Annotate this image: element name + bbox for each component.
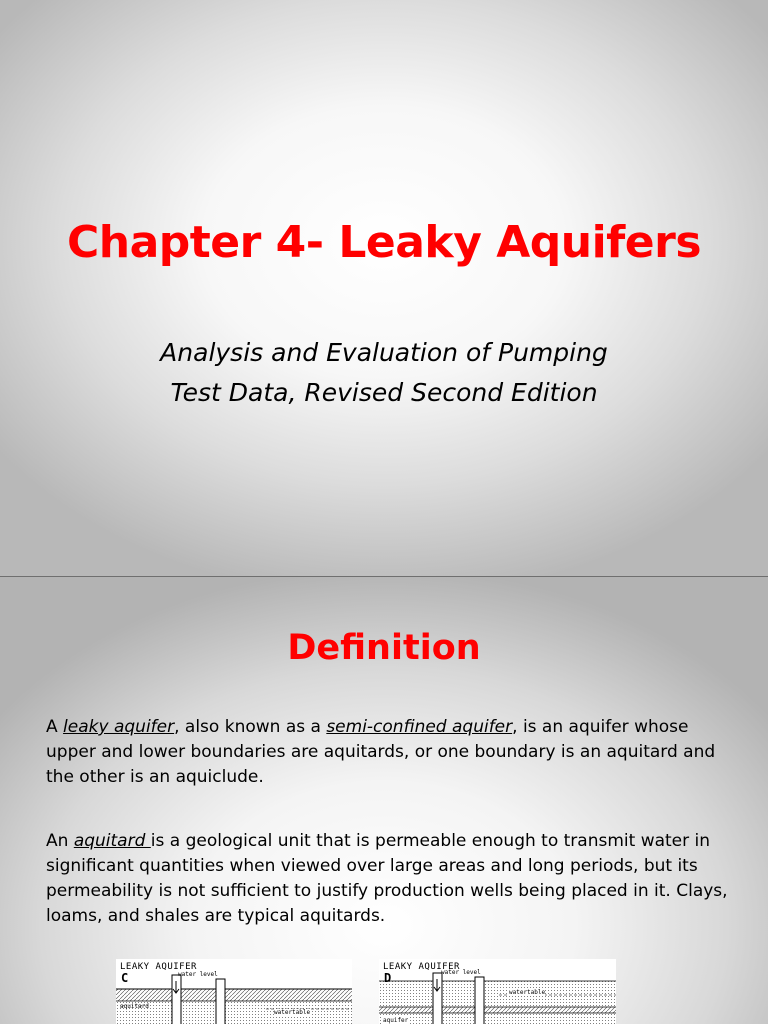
subtitle-line-1: Analysis and Evaluation of Pumping xyxy=(160,338,608,367)
aquitard-paragraph xyxy=(46,829,736,929)
figure-c-aquitard-label: aquitard xyxy=(120,1003,149,1010)
para1-text-1: A xyxy=(46,717,64,737)
para1-text-3: , is an aquifer whose upper and lower boundaries are aquitards, or one boundary is an aquitard and the other is an aquiclude. xyxy=(46,717,716,787)
figure-c-watertable-label: watertable xyxy=(274,1009,311,1016)
term-aquitard: aquitard xyxy=(73,831,151,851)
leaky-aquifer-figure-c xyxy=(116,959,352,1024)
leaky-aquifer-paragraph xyxy=(46,715,736,790)
figure-d-water-level-label: water level xyxy=(441,969,481,976)
definition-slide xyxy=(0,577,768,1024)
figure-d-letter: D xyxy=(384,971,392,985)
definition-heading: Definition xyxy=(287,628,481,668)
subtitle-line-2: Test Data, Revised Second Edition xyxy=(170,378,598,407)
figure-d-aquifer-label: aquifer xyxy=(383,1017,409,1024)
figure-d-watertable-label: watertable xyxy=(509,989,546,996)
slide-title: Chapter 4- Leaky Aquifers xyxy=(66,217,702,268)
term-leaky-aquifer: leaky aquifer xyxy=(63,717,175,737)
slide-subtitle xyxy=(0,333,768,413)
leaky-aquifer-figure-d xyxy=(379,959,616,1024)
term-semi-confined-aquifer: semi-confined aquifer xyxy=(326,717,513,737)
figure-c-title: LEAKY AQUIFER xyxy=(120,962,197,972)
figure-c-water-level-label: water level xyxy=(178,971,218,978)
para2-text-1: An xyxy=(46,831,74,851)
figure-c-letter: C xyxy=(121,971,129,985)
para2-text-2: is a geological unit that is permeable enough to transmit water in significant quantities when viewed over large areas and long periods, but its permeability is not sufficient to justify production wells being placed in it. Clays, loams, and shales are typical aquitards. xyxy=(46,831,728,926)
para1-text-2: , also known as a xyxy=(174,717,327,737)
figure-d-title: LEAKY AQUIFER xyxy=(383,962,460,972)
